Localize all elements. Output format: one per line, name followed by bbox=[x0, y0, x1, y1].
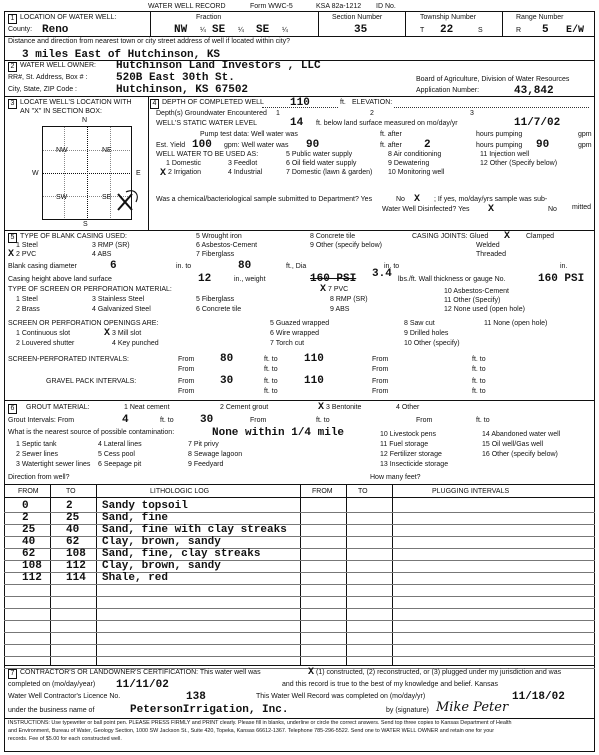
casing-pvc: 2 PVC bbox=[16, 251, 37, 258]
locate-title-1: LOCATE WELL'S LOCATION WITH bbox=[20, 99, 132, 106]
static-date: 11/7/02 bbox=[514, 117, 561, 129]
yield-after: ft. after bbox=[380, 142, 402, 149]
gw-2: 2 bbox=[370, 110, 374, 117]
height-label: Casing height above land surface bbox=[8, 276, 112, 283]
log-row-divider bbox=[4, 524, 595, 525]
weight-value-struck: 160 PSI bbox=[310, 273, 357, 285]
screen-concrete: 6 Concrete tile bbox=[196, 306, 242, 313]
completed-rest: and this record is true to the best of my knowledge and belief. Kansas bbox=[282, 681, 498, 688]
casing-other: 9 Other (specify below) bbox=[310, 242, 382, 249]
opening-other: 10 Other (specify) bbox=[404, 340, 460, 347]
chem-no: No bbox=[396, 196, 405, 203]
grout-from-3: From bbox=[416, 417, 433, 424]
opening-gauzed: 5 Guazed wrapped bbox=[270, 320, 330, 327]
use-10: 10 Monitoring well bbox=[388, 169, 445, 176]
log-to-cell: 108 bbox=[66, 548, 86, 560]
west-label: W bbox=[32, 170, 39, 177]
gpi-to-label-3: ft. to bbox=[264, 388, 278, 395]
screen-rmp: 8 RMP (SR) bbox=[330, 296, 368, 303]
yield-hours: hours pumping bbox=[476, 142, 523, 149]
joints-glued-x: X bbox=[504, 231, 511, 242]
diameter-in-to: in. to bbox=[176, 263, 192, 270]
use-4: 4 Industrial bbox=[228, 169, 263, 176]
pump-test-label: Pump test data: Well water was bbox=[200, 131, 298, 138]
log-description-cell: Clay, brown, sandy bbox=[102, 560, 221, 572]
source-pit-privy: 7 Pit privy bbox=[188, 441, 219, 448]
application-label: Application Number: bbox=[416, 87, 480, 94]
ne-quadrant-label: NE bbox=[102, 147, 112, 154]
log-to-cell: 114 bbox=[66, 572, 86, 584]
log-to-header: TO bbox=[66, 488, 76, 495]
plug-intervals-header: PLUGGING INTERVALS bbox=[432, 488, 510, 495]
screen-pvc: 7 PVC bbox=[328, 286, 349, 293]
log-from-cell: 25 bbox=[22, 524, 36, 536]
log-to-cell: 2 bbox=[66, 500, 73, 512]
chem-rest: ; If yes, mo/day/yrs sample was sub- bbox=[434, 196, 548, 203]
section-2-number: 2 bbox=[8, 62, 17, 72]
quarter-symbol: ¼ bbox=[238, 27, 244, 34]
log-lithologic-header: LITHOLOGIC LOG bbox=[150, 488, 210, 495]
owner-value: Hutchinson Land Investors , LLC bbox=[116, 60, 321, 72]
joints-welded: Welded bbox=[476, 242, 500, 249]
grout-bentonite-x: X bbox=[318, 402, 325, 413]
id-no-label: ID No. bbox=[376, 3, 396, 10]
gpi-to-label-4: ft. to bbox=[472, 388, 486, 395]
grout-from-value: 4 bbox=[122, 414, 129, 426]
east-label: E bbox=[136, 170, 141, 177]
constructed-x: X bbox=[308, 667, 315, 678]
irrigation-x: X bbox=[160, 168, 167, 179]
yield-after-value: 2 bbox=[424, 139, 431, 151]
yield-water-value: 90 bbox=[306, 139, 320, 151]
township-t: T bbox=[420, 27, 425, 34]
log-row-divider bbox=[4, 572, 595, 573]
form-number: Form WWC-5 bbox=[250, 3, 293, 10]
pump-gpm: gpm bbox=[578, 131, 592, 138]
opening-wire-wrapped: 6 Wire wrapped bbox=[270, 330, 320, 337]
county-value: Reno bbox=[42, 24, 69, 36]
range-number-label: Range Number bbox=[516, 14, 564, 21]
log-description-cell: Shale, red bbox=[102, 572, 169, 584]
gpi-label: GRAVEL PACK INTERVALS: bbox=[46, 378, 137, 385]
source-sewer: 2 Sewer lines bbox=[16, 451, 59, 458]
section-1-number: 1 bbox=[8, 14, 17, 24]
range-ew: E/W bbox=[566, 25, 585, 36]
business-name: PetersonIrrigation, Inc. bbox=[130, 704, 289, 716]
gpi-to-label-2: ft. to bbox=[472, 378, 486, 385]
completed-date: 11/11/02 bbox=[116, 679, 169, 691]
gpi-to-label: ft. to bbox=[264, 378, 278, 385]
spi-from-label-3: From bbox=[178, 366, 195, 373]
source-livestock: 10 Livestock pens bbox=[380, 431, 437, 438]
grout-to-3: ft. to bbox=[476, 417, 490, 424]
log-row-divider bbox=[4, 584, 595, 585]
location-label: LOCATION OF WATER WELL: bbox=[20, 14, 117, 21]
source-fertilizer: 12 Fertilizer storage bbox=[380, 451, 442, 458]
north-label: N bbox=[82, 117, 88, 124]
gpi-from-label-3: From bbox=[178, 388, 195, 395]
joints-clamped: Clamped bbox=[526, 233, 555, 240]
opening-key-punched: 4 Key punched bbox=[112, 340, 159, 347]
quarter-symbol: ¼ bbox=[200, 27, 206, 34]
grout-to-value: 30 bbox=[200, 414, 214, 426]
spi-to-label-4: ft. to bbox=[472, 366, 486, 373]
openings-label: SCREEN OR PERFORATION OPENINGS ARE: bbox=[8, 320, 159, 327]
log-to-cell: 40 bbox=[66, 524, 80, 536]
signature-label: by (signature) bbox=[386, 707, 429, 714]
diameter-to-value: 80 bbox=[238, 260, 252, 272]
opening-none: 11 None (open hole) bbox=[484, 320, 548, 327]
source-insecticide: 13 Insecticide storage bbox=[380, 461, 449, 468]
diameter-ft-dia: ft., Dia bbox=[286, 263, 307, 270]
plug-from-header: FROM bbox=[312, 488, 333, 495]
fraction-q1: NW bbox=[174, 24, 188, 36]
source-fuel: 11 Fuel storage bbox=[380, 441, 429, 448]
chem-mitted: mitted bbox=[572, 204, 592, 211]
se-quadrant-label: SE bbox=[102, 194, 112, 201]
chem-question: Was a chemical/bacteriological sample submitted to Department? Yes bbox=[156, 196, 373, 203]
section-number-value: 35 bbox=[354, 24, 368, 36]
range-value: 5 bbox=[542, 24, 549, 36]
license-label: Water Well Contractor's Licence No. bbox=[8, 693, 121, 700]
opening-saw-cut: 8 Saw cut bbox=[404, 320, 435, 327]
source-septic: 1 Septic tank bbox=[16, 441, 57, 448]
grout-from-2: From bbox=[250, 417, 267, 424]
well-location-x-mark bbox=[110, 188, 142, 216]
instructions-1: INSTRUCTIONS: Use typewriter or ball point pen. PLEASE PRESS FIRMLY and PRINT clearly. Please fill in blanks, underline or circle the correct answers. Send top three copies to Kansas Department of Health bbox=[8, 720, 512, 726]
depth-ft: ft. bbox=[340, 99, 346, 106]
source-oil-well: 15 Oil well/Gas well bbox=[482, 441, 544, 448]
use-7: 7 Domestic (lawn & garden) bbox=[286, 169, 373, 176]
casing-steel: 1 Steel bbox=[16, 242, 38, 249]
source-lateral: 4 Lateral lines bbox=[98, 441, 142, 448]
log-row-divider bbox=[4, 512, 595, 513]
section-7-number: 7 bbox=[8, 669, 17, 679]
screen-abs: 9 ABS bbox=[330, 306, 350, 313]
yield-gpm-label: gpm: Well water was bbox=[224, 142, 289, 149]
screen-none: 12 None used (open hole) bbox=[444, 306, 525, 313]
spi-label: SCREEN-PERFORATED INTERVALS: bbox=[8, 356, 129, 363]
township-value: 22 bbox=[440, 24, 454, 36]
grout-bentonite: 3 Bentonite bbox=[326, 404, 362, 411]
form-title: WATER WELL RECORD bbox=[148, 3, 226, 10]
log-row-divider bbox=[4, 560, 595, 561]
casing-rmp: 3 RMP (SR) bbox=[92, 242, 130, 249]
opening-mill-x: X bbox=[104, 328, 111, 339]
license-number: 138 bbox=[186, 691, 206, 703]
section-number-label: Section Number bbox=[332, 14, 383, 21]
weight-sdr: 3.4 bbox=[372, 268, 392, 280]
gw-1: 1 bbox=[276, 110, 280, 117]
log-description-cell: Clay, brown, sandy bbox=[102, 536, 221, 548]
joints-threaded: Threaded bbox=[476, 251, 506, 258]
township-number-label: Township Number bbox=[420, 14, 477, 21]
township-s: S bbox=[478, 27, 483, 34]
grout-neat-cement: 1 Neat cement bbox=[124, 404, 170, 411]
log-description-cell: Sand, fine, clay streaks bbox=[102, 548, 261, 560]
log-description-cell: Sand, fine with clay streaks bbox=[102, 524, 287, 536]
record-date: 11/18/02 bbox=[512, 691, 565, 703]
screen-asbestos: 10 Asbestos-Cement bbox=[444, 288, 509, 295]
gpi-from-label-2: From bbox=[372, 378, 389, 385]
use-8: 8 Air conditioning bbox=[388, 151, 442, 158]
gpi-to-value: 110 bbox=[304, 375, 324, 387]
business-label: under the business name of bbox=[8, 707, 95, 714]
log-description-cell: Sandy topsoil bbox=[102, 500, 188, 512]
log-from-cell: 2 bbox=[22, 512, 29, 524]
gauge-value: 160 PSI bbox=[538, 273, 585, 285]
section-4-number: 4 bbox=[150, 99, 159, 109]
screen-galvanized: 4 Galvanized Steel bbox=[92, 306, 151, 313]
log-to-cell: 62 bbox=[66, 536, 80, 548]
diameter-value: 6 bbox=[110, 260, 117, 272]
gpi-from-label-4: From bbox=[372, 388, 389, 395]
ksa-ref: KSA 82a-1212 bbox=[316, 3, 362, 10]
nw-quadrant-label: NW bbox=[56, 147, 68, 154]
screen-steel: 1 Steel bbox=[16, 296, 38, 303]
yield-hours-value: 90 bbox=[536, 139, 550, 151]
log-row-divider bbox=[4, 608, 595, 609]
gw-3: 3 bbox=[470, 110, 474, 117]
city-value: Hutchinson, KS 67502 bbox=[116, 84, 249, 96]
log-from-cell: 40 bbox=[22, 536, 36, 548]
use-label: WELL WATER TO BE USED AS: bbox=[156, 151, 259, 158]
log-row-divider bbox=[4, 620, 595, 621]
opening-continuous: 1 Continuous slot bbox=[16, 330, 71, 337]
casing-fiberglass: 7 Fiberglass bbox=[196, 251, 235, 258]
static-level-label: WELL'S STATIC WATER LEVEL bbox=[156, 120, 258, 127]
gpi-from-value: 30 bbox=[220, 375, 234, 387]
section-5-number: 5 bbox=[8, 233, 17, 243]
address-label: RR#, St. Address, Box # : bbox=[8, 74, 88, 81]
height-value: 12 bbox=[198, 273, 212, 285]
gpi-from-label: From bbox=[178, 378, 195, 385]
est-yield-label: Est. Yield bbox=[156, 142, 186, 149]
diameter-in: in. bbox=[560, 263, 568, 270]
certification-label: CONTRACTOR'S OR LANDOWNER'S CERTIFICATION: This water well was bbox=[20, 669, 261, 676]
pump-after: ft. after bbox=[380, 131, 402, 138]
log-from-cell: 0 bbox=[22, 500, 29, 512]
grout-interval-label: Grout Intervals: From bbox=[8, 417, 75, 424]
log-from-cell: 108 bbox=[22, 560, 42, 572]
source-feedyard: 9 Feedyard bbox=[188, 461, 224, 468]
yield-gpm: gpm bbox=[578, 142, 592, 149]
log-row-divider bbox=[4, 596, 595, 597]
groundwater-label: Depth(s) Groundwater Encountered bbox=[156, 110, 267, 117]
south-label: S bbox=[83, 221, 88, 228]
screen-type-label: TYPE OF SCREEN OR PERFORATION MATERIAL: bbox=[8, 286, 172, 293]
log-description-cell: Sand, fine bbox=[102, 512, 169, 524]
contamination-label: What is the nearest source of possible contamination: bbox=[8, 429, 175, 436]
county-label: County: bbox=[8, 26, 33, 33]
board-label: Board of Agriculture, Division of Water Resources bbox=[416, 76, 570, 83]
screen-other: 11 Other (Specify) bbox=[444, 297, 501, 304]
spi-to-label: ft. to bbox=[264, 356, 278, 363]
fraction-label: Fraction bbox=[196, 14, 222, 21]
log-row-divider bbox=[4, 548, 595, 549]
city-label: City, State, ZIP Code : bbox=[8, 86, 77, 93]
depth-value: 110 bbox=[290, 97, 310, 109]
locate-title-2: AN "X" IN SECTION BOX: bbox=[20, 108, 102, 115]
screen-fiberglass: 5 Fiberglass bbox=[196, 296, 235, 303]
disinfected-no: No bbox=[548, 206, 557, 213]
grout-other: 4 Other bbox=[396, 404, 420, 411]
spi-to-label-2: ft. to bbox=[472, 356, 486, 363]
casing-pvc-x: X bbox=[8, 249, 15, 260]
spi-from-value: 80 bbox=[220, 353, 234, 365]
use-11: 11 Injection well bbox=[480, 151, 530, 158]
address-value: 520B East 30th St. bbox=[116, 72, 235, 84]
use-1: 1 Domestic bbox=[166, 160, 202, 167]
opening-louvered: 2 Louvered shutter bbox=[16, 340, 75, 347]
sw-quadrant-label: SW bbox=[56, 194, 68, 201]
section-6-number: 6 bbox=[8, 404, 17, 414]
instructions-3: records. Fee of $5.00 for each constructed well. bbox=[8, 736, 122, 742]
opening-drilled: 9 Drilled holes bbox=[404, 330, 449, 337]
range-r: R bbox=[516, 27, 522, 34]
source-lagoon: 8 Sewage lagoon bbox=[188, 451, 243, 458]
log-to-cell: 112 bbox=[66, 560, 86, 572]
depth-label: DEPTH OF COMPLETED WELL bbox=[162, 99, 264, 106]
quarter-symbol: ¼ bbox=[282, 27, 288, 34]
diameter-in-to-2: in. to bbox=[384, 263, 400, 270]
use-3: 3 Feedlot bbox=[228, 160, 258, 167]
log-row-divider bbox=[4, 656, 595, 657]
owner-label: WATER WELL OWNER: bbox=[20, 62, 96, 69]
log-row-divider bbox=[4, 536, 595, 537]
log-from-cell: 112 bbox=[22, 572, 42, 584]
chem-no-x: X bbox=[414, 194, 421, 205]
use-2: 2 Irrigation bbox=[168, 169, 202, 176]
log-row-divider bbox=[4, 632, 595, 633]
screen-pvc-x: X bbox=[320, 284, 327, 295]
est-yield-value: 100 bbox=[192, 139, 212, 151]
source-seepage: 6 Seepage pit bbox=[98, 461, 142, 468]
pump-hours: hours pumping bbox=[476, 131, 523, 138]
lbs-label: lbs./ft. Wall thickness or gauge No. bbox=[398, 276, 506, 283]
opening-torch-cut: 7 Torch cut bbox=[270, 340, 305, 347]
casing-wrought-iron: 5 Wrought iron bbox=[196, 233, 242, 240]
screen-stainless: 3 Stainless Steel bbox=[92, 296, 145, 303]
casing-abs: 4 ABS bbox=[92, 251, 112, 258]
record-completed-label: This Water Well Record was completed on (mo/day/yr) bbox=[256, 693, 426, 700]
log-to-cell: 25 bbox=[66, 512, 80, 524]
grout-to-label: ft. to bbox=[160, 417, 174, 424]
static-level-value: 14 bbox=[290, 117, 304, 129]
use-5: 5 Public water supply bbox=[286, 151, 353, 158]
use-6: 6 Oil field water supply bbox=[286, 160, 357, 167]
spi-to-value: 110 bbox=[304, 353, 324, 365]
log-from-header: FROM bbox=[18, 488, 39, 495]
source-abandoned-well: 14 Abandoned water well bbox=[482, 431, 561, 438]
spi-from-label: From bbox=[178, 356, 195, 363]
distance-label: Distance and direction from nearest town or city street address of well if located within city? bbox=[8, 38, 291, 45]
spi-to-label-3: ft. to bbox=[264, 366, 278, 373]
disinfected-yes-x: X bbox=[488, 204, 495, 215]
grout-cement-grout: 2 Cement grout bbox=[220, 404, 269, 411]
completed-label: completed on (mo/day/year) bbox=[8, 681, 96, 688]
use-12: 12 Other (Specify below) bbox=[480, 160, 558, 167]
distance-value: 3 miles East of Hutchinson, KS bbox=[22, 49, 221, 61]
grout-to-2: ft. to bbox=[316, 417, 330, 424]
joints-label: CASING JOINTS: Glued bbox=[412, 233, 489, 240]
elevation-label: ELEVATION: bbox=[352, 99, 393, 106]
spi-from-label-4: From bbox=[372, 366, 389, 373]
how-many-label: How many feet? bbox=[370, 474, 421, 481]
use-9: 9 Dewatering bbox=[388, 160, 430, 167]
log-from-cell: 62 bbox=[22, 548, 36, 560]
source-watertight: 3 Watertight sewer lines bbox=[16, 461, 91, 468]
direction-label: Direction from well? bbox=[8, 474, 70, 481]
grout-label: GROUT MATERIAL: bbox=[26, 404, 90, 411]
instructions-2: and Environment, Bureau of Water, Geology Section, 1000 SW Jackson St., Suite 420, Topeka, Kansas 66612-1367. Telephone 785-296-5522. Send one to WATER WELL OWNER and retain one for your bbox=[8, 728, 495, 734]
source-cess: 5 Cess pool bbox=[98, 451, 135, 458]
weight-label: in., weight bbox=[234, 276, 266, 283]
source-other: 16 Other (specify below) bbox=[482, 451, 558, 458]
screen-brass: 2 Brass bbox=[16, 306, 40, 313]
certification-options: (1) constructed, (2) reconstructed, or (3) plugged under my jurisdiction and was bbox=[316, 669, 562, 676]
casing-asbestos: 6 Asbestos-Cement bbox=[196, 242, 258, 249]
log-row-divider bbox=[4, 644, 595, 645]
signature: Mike Peter bbox=[436, 700, 509, 715]
disinfected-label: Water Well Disinfected? Yes bbox=[382, 206, 470, 213]
casing-type-label: TYPE OF BLANK CASING USED: bbox=[20, 233, 127, 240]
diameter-label: Blank casing diameter bbox=[8, 263, 77, 270]
opening-mill-slot: 3 Mill slot bbox=[112, 330, 142, 337]
spi-from-label-2: From bbox=[372, 356, 389, 363]
fraction-q3: SE bbox=[256, 24, 270, 36]
casing-concrete: 8 Concrete tile bbox=[310, 233, 356, 240]
static-level-rest: ft. below land surface measured on mo/day/yr bbox=[316, 120, 458, 127]
plug-to-header: TO bbox=[358, 488, 368, 495]
fraction-q2: SE bbox=[212, 24, 226, 36]
contamination-value: None within 1/4 mile bbox=[212, 427, 345, 439]
application-number: 43,842 bbox=[514, 85, 554, 97]
section-3-number: 3 bbox=[8, 99, 17, 109]
